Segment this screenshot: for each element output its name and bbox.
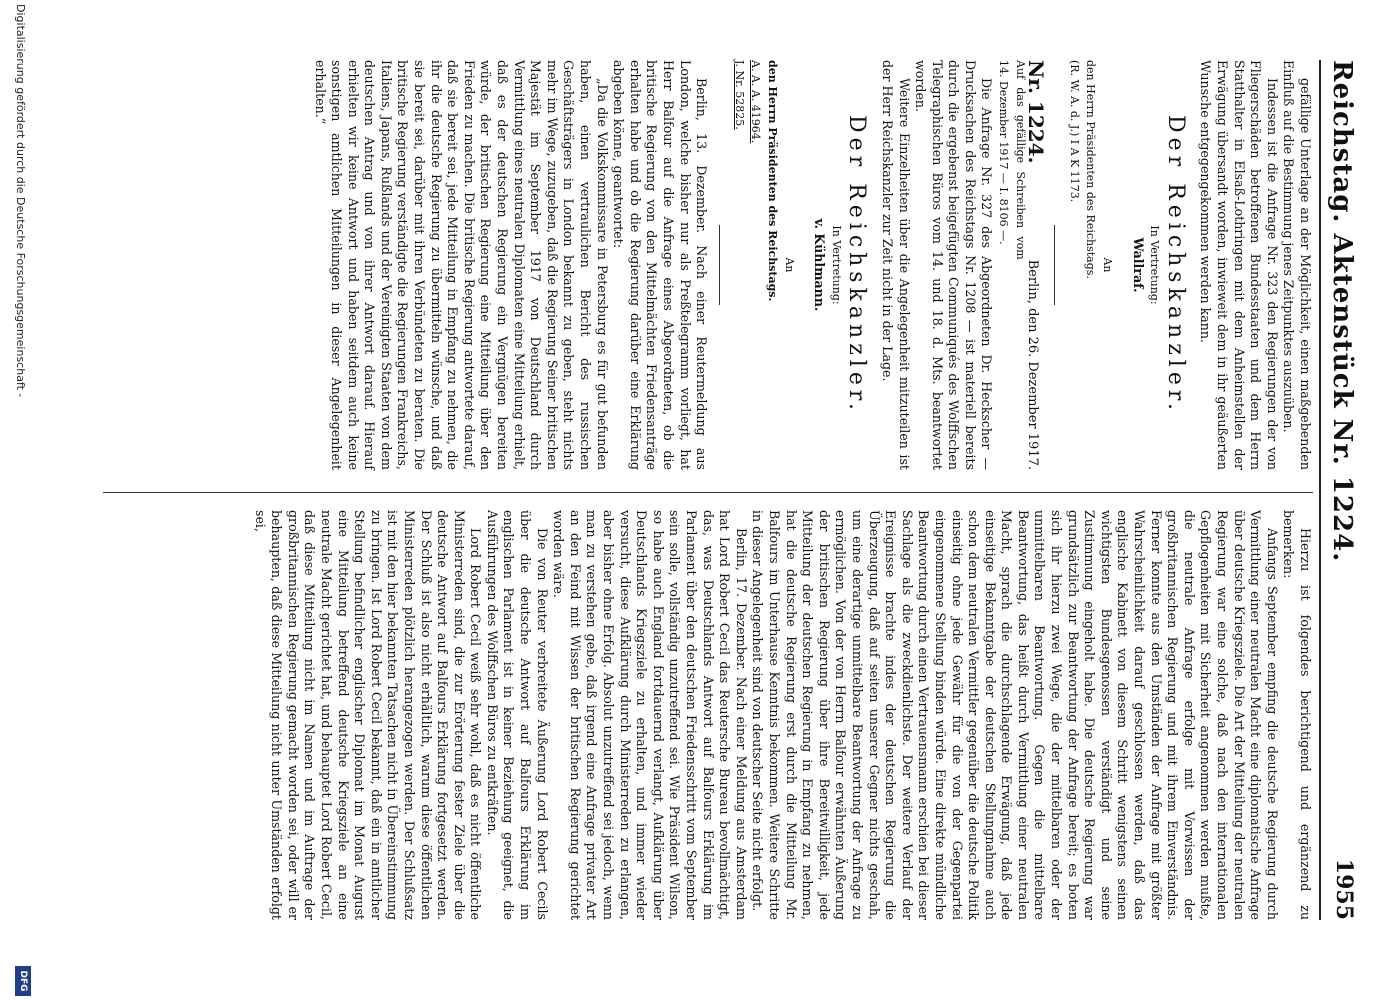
paragraph: Berlin, 17. Dezember. Nach einer Meldung aus Amsterdam hat Lord Robert Cecil das Reutersche Bureau bevollmächtigt, das, was Deutschlands Antwort auf Balfours Erklärung im Parlament über den deutschen Friedensschritt vom September sein solle, vollständig unzutreffend sei. Wie Präsident Wilson, so habe auch England fortdauernd verlangt, Aufklärung über Deutschlands Kriegsziele zu erhalten, und immer wieder versucht, diese Aufklärung durch Ministerreden zu erlangen, aber bisher ohne Erfolg. Absolut unzutreffend sei jedoch, wenn man zu verstehen gebe, daß irgend eine Anfrage privater Art an den Feind mit Wissen der britischen Regierung gerichtet worden wäre. <box>551 510 749 920</box>
signature-title: Der Reichskanzler. <box>1162 115 1188 415</box>
paragraph: Die Anfrage Nr. 327 des Abgeordneten Dr. Heckscher — Drucksachen des Reichstags Nr. 1208 — ist materiell bereits durch die ergebenst beigefügten Communiqués des Wolffschen Telegraphischen Büros vom 14. und 18. d. Mts. beantwortet worden. <box>913 60 995 470</box>
signature-name: v. Kühlmann. <box>812 218 828 312</box>
signature-title: Der Reichskanzler. <box>844 115 870 415</box>
address-recipient: den Herrn Präsidenten des Reichstags. <box>765 60 779 302</box>
paragraph: Weitere Einzelheiten über die Angelegenheit mitzuteilen ist der Herr Reichskanzler zur Zeit nicht in der Lage. <box>879 60 912 470</box>
paragraph: Indessen ist die Anfrage Nr. 323 den Regierungen der von Fliegerschäden betroffenen Bundesstaaten und dem Herrn Statthalter in Elsaß-Lothringen mit dem Anheimstellen der Erwägung übersandt worden, inwieweit dem in ihr geäußerten Wunsche entgegengekommen werden kann. <box>1198 60 1280 470</box>
reference: Auf das gefällige Schreiben vom 14. Dezember 1917 — I. 8106 —. <box>997 60 1027 260</box>
paragraph: Hierzu ist folgendes berichtigend und ergänzend zu bemerken: <box>1281 510 1313 920</box>
address-recipient: den Herrn Präsidenten des Reichstags. <box>1084 60 1098 279</box>
paragraph: Die von Reuter verbreitete Äußerung Lord Robert Cecils über die deutsche Antwort auf Balfours Erklärung im englischen Parlament ist in keiner Beziehung geeignet, die Ausführungen des Wolffschen Büros zu entkräften. <box>484 510 550 920</box>
paragraph: gefällige Unterlage an der Möglichkeit, einen maßgebenden Einfluß auf die Bestimmung jenes Zeitpunktes auszuüben. <box>1281 60 1313 470</box>
signature-representation: In Vertretung: <box>1148 225 1162 305</box>
reference: (R. W. A. d. J.) I A K 1173. <box>1067 60 1081 203</box>
reference: J. Nr. 52825. <box>732 60 746 130</box>
document-date: Berlin, den 26. Dezember 1917. <box>1025 259 1041 470</box>
page-header <box>1325 60 1365 920</box>
left-column <box>311 60 1313 470</box>
reference: A. A. A. 41964. <box>749 60 763 144</box>
footer-text: Digitalisierung gefördert durch die Deutsche Forschungsgemeinschaft - <box>14 4 27 398</box>
right-column <box>251 510 1313 920</box>
paragraph: Berlin, 13. Dezember. Nach einer Reutermeldung aus London, welche bisher nur als Preßtelegramm vorliegt, hat Herr Balfour auf die Anfrage eines Abgeordneten, ob die britische Regierung von den Mittelmächten Friedensanträge erhalten habe und ob die Regierung darüber eine Erklärung abgeben könne, geantwortet: <box>611 60 710 470</box>
dfg-logo: DFG <box>15 966 31 996</box>
header-rule <box>1319 60 1321 920</box>
document-number: Nr. 1224. Berlin, den 26. Dezember 1917. <box>1024 60 1049 470</box>
separator <box>1054 225 1055 305</box>
column-divider <box>103 492 1313 493</box>
header-title: Reichstag. Aktenstück Nr. 1224. <box>1327 60 1357 563</box>
separator <box>719 225 720 305</box>
paragraph: „Da die Volkskommissare in Petersburg es für gut befunden haben, einen vertraulichen Bericht des russischen Geschäftsträgers in London bekannt zu geben, steht nichts mehr im Wege, zuzugeben, daß die Regierung Seiner britischen Majestät im September 1917 von Deutschland durch Vermittlung eines neutralen Diplomaten eine Mitteilung erhielt, daß es der deutschen Regierung ein Vergnügen bereiten würde, der britischen Regierung eine Mitteilung über den Frieden zu machen. Die britische Regierung antwortete darauf, daß sie bereit sei, jede Mitteilung in Empfang zu nehmen, die ihr die deutsche Regierung zu übermitteln wünsche, und daß sie bereit sei, darüber mit ihren Verbündeten zu beraten. Die britische Regierung verständigte die Regierungen Frankreichs, Italiens, Japans, Rußlands und der Vereinigten Staaten von dem deutschen Antrag und von ihrer Antwort darauf. Hierauf erhielten wir keine Antwort und haben seitdem auch keine sonstigen amtlichen Mitteilungen in dieser Angelegenheit erhalten.“ <box>312 60 610 470</box>
signature-name: Wallraf. <box>1130 237 1146 293</box>
page-number: 1955 <box>1331 858 1357 920</box>
signature-representation: In Vertretung: <box>829 225 843 305</box>
paragraph: Anfangs September empfing die deutsche Regierung durch Vermittlung einer neutralen Macht eine diplomatische Anfrage über deutsche Kriegsziele. Die Art der Mitteilung der neutralen Regierung war eine solche, daß nach den internationalen Gepflogenheiten mit Sicherheit angenommen werden mußte, die neutrale Anfrage erfolge mit Vorwissen der großbritannischen Regierung und mit ihrem Einverständnis. Ferner konnte aus den Umständen der Anfrage mit größter Wahrscheinlichkeit darauf geschlossen werden, daß das englische Kabinett von diesem Schritt wenigstens seinen wichtigsten Bundesgenossen verständigt und seine Zustimmung eingeholt habe. Die deutsche Regierung war grundsätzlich zur Beantwortung der Anfrage bereit; es boten sich ihr hierzu zwei Wege, die der mittelbaren oder der unmittelbaren Beantwortung. Gegen die mittelbare Beantwortung, das heißt durch Vermittlung einer neutralen Macht, sprach die durchschlagende Erwägung, daß jede einseitige Bekanntgabe der deutschen Stellungnahme auch schon dem neutralen Vermittler gegenüber die deutsche Politik einseitig ohne jede Gewähr für die von der Gegenpartei eingenommene Stellung binden würde. Eine direkte mündliche Beantwortung durch einen Vertrauensmann erschien bei dieser Sachlage als die zweckdienlichste. Der weitere Verlauf der Ereignisse brachte indes der deutschen Regierung die Überzeugung, daß auf seiten unserer Gegner nichts geschah, um eine derartige unmittelbare Beantwortung der Anfrage zu ermöglichen. Von der von Herrn Balfour erwähnten Äußerung der britischen Regierung über ihre Bereitwilligkeit, jede Mitteilung der deutschen Regierung in Empfang zu nehmen, hat die deutsche Regierung erst durch die Mitteilung Mr. Balfours im Unterhause Kenntnis bekommen. Weitere Schritte in dieser Angelegenheit sind von deutscher Seite nicht erfolgt. <box>750 510 1280 920</box>
paragraph: Lord Robert Cecil weiß sehr wohl, daß es nicht öffentliche Ministerreden sind, die zur Erörterung fester Ziele über die deutsche Antwort auf Balfours Erklärung fortgesetzt werden. Der Schluß ist also nicht erhältlich, warum diese öffentlichen Ministerreden plötzlich herangezogen werden. Der Schlußsatz ist mit den hier bekannten Tatsachen nicht in Übereinstimmung zu bringen. Ist Lord Robert Cecil bekannt, daß ein in amtlicher Stellung befindlicher englischer Diplomat im Monat August eine Mitteilung betreffend deutsche Kriegsziele an eine neutrale Macht gerichtet hat, und behauptet Lord Robert Cecil, daß diese Mitteilung nicht im Namen und im Auftrage der großbritannischen Regierung gemacht worden sei, oder will er behaupten, daß diese Mitteilung nicht unter Umständen erfolgt sei, <box>252 510 484 920</box>
address-an: An <box>1101 257 1115 273</box>
address-an: An <box>782 257 796 273</box>
